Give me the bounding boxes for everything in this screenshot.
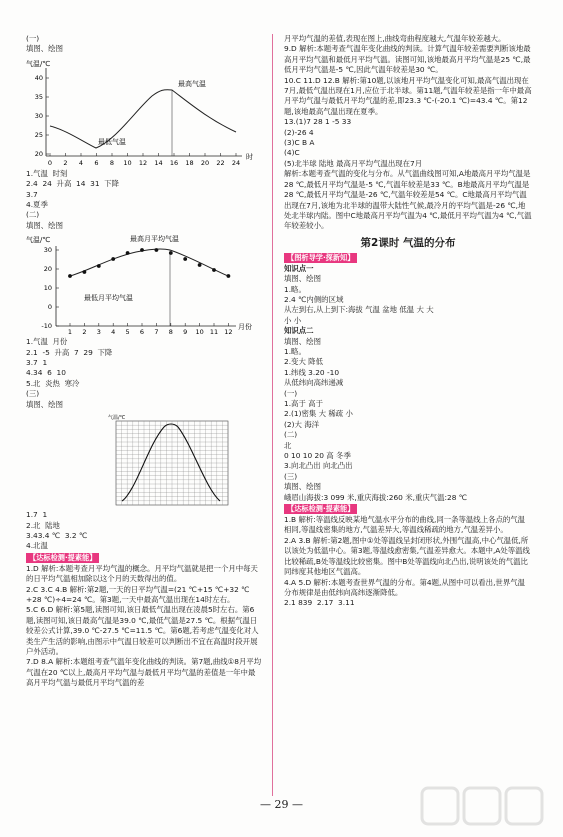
x-tick-label: 11 xyxy=(209,328,219,337)
y-tick-label: 20 xyxy=(34,149,43,158)
part3-head: (三) xyxy=(26,389,40,399)
explanation-paragraph: 1.B 解析:等温线反映某地气温水平分布的曲线,同一条等温线上各点的气温相同,等温线密集的地方,气温差异大,等温线稀疏的地方,气温差异小。 xyxy=(284,515,526,535)
monthly-point xyxy=(83,270,87,274)
check-section-head-left: 【达标检测·提素能】 xyxy=(26,553,99,563)
check-section-head-right: 【达标检测·提素能】 xyxy=(284,504,357,514)
monthly-temperature-chart xyxy=(26,232,258,336)
k2-title: 知识点二 xyxy=(284,326,314,336)
explanation-paragraph: 解析:本题考查气温的变化与分布。从气温曲线图可知,A地最高月平均气温是28 ℃,最低月平均气温是-5 ℃,气温年较差是33 ℃。B地最高月平均气温是28 ℃,最低月平均气温是-26 ℃,气温年较差是54 ℃。C地最高月平均气温出现在7月,该地为北半球的温带大陆性气候,最冷月的平均气温是-26 ℃,地处北半球内陆。图中C地最高月平均气温为4 ℃,最低月平均气温为4 ℃,气温年较差较小。 xyxy=(284,169,532,231)
part1-fill: 填图、绘图 xyxy=(26,44,63,54)
answer-line: 2.变大 降低 xyxy=(284,357,323,367)
x-tick-label: 7 xyxy=(154,328,159,337)
explanation-paragraph: 4.A 5.D 解析:本题考查世界气温的分布。第4题,从图中可以看出,世界气温分布规律是由低纬向高纬逐渐降低。 xyxy=(284,577,525,597)
monthly-point xyxy=(212,268,216,272)
x-tick-label: 12 xyxy=(224,328,233,337)
answer-line: 0 10 10 20 高 冬季 xyxy=(284,451,351,461)
answer-line: 填图、绘图 xyxy=(284,482,321,492)
column-divider xyxy=(272,34,273,796)
explanation-paragraph: (2)-26 4 xyxy=(284,127,314,137)
answer-line: 2.4 24 升高 14 31 下降 xyxy=(26,179,120,189)
x-tick-label: 1 xyxy=(67,328,73,337)
k1-title: 知识点一 xyxy=(284,263,314,273)
grid-temperature-chart xyxy=(26,411,258,509)
chart2-min-label: 最低月平均气温 xyxy=(84,294,133,303)
answer-line: 2.1 -5 升高 7 29 下降 xyxy=(26,347,113,357)
chart1-max-label: 最高气温 xyxy=(178,79,206,88)
right-top-explanations xyxy=(284,34,532,232)
part-three-lines xyxy=(284,482,532,503)
answer-line: 小 小 xyxy=(284,315,302,325)
answer-line: 2.北 陆地 xyxy=(26,520,60,530)
explanation-paragraph: 5.C 6.D 解析:第5题,读图可知,该日最低气温出现在凌晨5时左右。第6题,读图可知,该日最高气温是39.0 ℃,最低气温是27.5 ℃。根据气温日较差公式计算,39.0 ℃-27.5 ℃=11.5 ℃。第6题,若考虑气温变化对人类生产生活的影响,由图示中气温日较差可以判断出不宜在高温时段开展户外活动。 xyxy=(26,605,259,656)
answer-line: 1.高于 高于 xyxy=(284,399,323,408)
right-column xyxy=(284,34,532,609)
page-number: — 29 — xyxy=(260,798,303,811)
k1-fill: 填图、绘图 xyxy=(284,274,321,284)
last-answer-line: 2.1 839 2.17 3.11 xyxy=(284,598,355,608)
x-tick-label: 12 xyxy=(138,158,148,167)
answer-line: 1.气温 时刻 xyxy=(26,168,68,178)
y-tick-label: 30 xyxy=(43,246,52,255)
x-tick-label: 16 xyxy=(169,158,179,167)
answer-line: 5.北 炎热 寒冷 xyxy=(26,378,80,388)
y-tick-label: 35 xyxy=(34,92,43,101)
x-tick-label: 4 xyxy=(78,158,84,167)
x-tick-label: 18 xyxy=(185,158,194,167)
y-tick-label: 10 xyxy=(43,284,52,293)
answer-line: 3.向北凸出 向北凸出 xyxy=(284,461,353,471)
answer-line: 从左到右,从上到下:海拔 气温 盆地 低温 大 大 xyxy=(284,305,434,315)
x-tick-label: 14 xyxy=(154,158,163,167)
answer-line: 2.4 ℃内侧的区域 xyxy=(284,294,344,304)
monthly-point xyxy=(198,263,202,267)
explanation-paragraph: 月平均气温的差值,表现在图上,曲线弯曲程度越大,气温年较差越大。 xyxy=(284,34,506,43)
answer-line: 3.43.4 ℃ 3.2 ℃ xyxy=(26,530,88,540)
left-explanations xyxy=(26,564,262,689)
x-tick-label: 9 xyxy=(183,328,188,337)
monthly-point xyxy=(68,274,72,278)
monthly-point xyxy=(111,257,115,261)
guide-section-head: 【图析导学·探新知】 xyxy=(284,253,357,263)
chart2-ylabel: 气温/℃ xyxy=(26,236,51,245)
x-tick-label: 10 xyxy=(123,158,132,167)
monthly-point xyxy=(155,248,159,252)
explanation-paragraph: 9.D 解析:本题考查气温年变化曲线的判读。计算气温年较差需要判断该地最高月平均气温和最低月平均气温。读图可知,该地最高月平均气温是25 ℃,最低月平均气温是-5 ℃,因此气温年较差是30 ℃。 xyxy=(284,44,531,75)
answer-line: 4.北温 xyxy=(26,541,48,551)
answer-line: 1.纬线 3.20 -10 xyxy=(284,367,340,377)
part-one-lines xyxy=(284,399,532,430)
chart1-min-label: 最低气温 xyxy=(98,137,126,146)
x-tick-label: 10 xyxy=(195,328,204,337)
monthly-point xyxy=(183,257,187,261)
part3-fill: 填图、绘图 xyxy=(26,399,63,409)
chart2-xlabel: 月份 xyxy=(238,323,252,332)
x-tick-label: 24 xyxy=(231,158,241,167)
monthly-point xyxy=(140,248,144,252)
chart2-max-label: 最高月平均气温 xyxy=(130,235,179,244)
monthly-point xyxy=(169,251,173,255)
part-two-head: (二) xyxy=(284,430,298,440)
answer-line: 北 xyxy=(284,440,292,450)
x-tick-label: 2 xyxy=(82,328,87,337)
part3-answers xyxy=(26,510,262,552)
answer-line: (2)大 海洋 xyxy=(284,419,319,429)
answer-line: 3.7 xyxy=(26,189,38,199)
x-tick-label: 2 xyxy=(63,158,68,167)
x-tick-label: 8 xyxy=(168,328,173,337)
part1-head: (一) xyxy=(26,34,40,43)
x-tick-label: 6 xyxy=(139,328,145,337)
part2-answers xyxy=(26,337,262,389)
explanation-paragraph: 10.C 11.D 12.B 解析:第10题,以该地月平均气温变化可知,最高气温出现在7月,最低气温出现在1月,应位于北半球。第11题,气温年较差是指一年中最高月平均气温与最低月平均气温的差,即23.3 ℃-(-20.1 ℃)=43.4 ℃。第12题,该地最高气温出现在夏季。 xyxy=(284,75,532,116)
x-tick-label: 20 xyxy=(200,158,210,167)
answer-line: 1.气温 月份 xyxy=(26,337,68,347)
y-tick-label: -10 xyxy=(41,322,52,331)
part1-answers xyxy=(26,169,262,211)
y-tick-label: 40 xyxy=(34,73,43,82)
explanation-paragraph: 1.D 解析:本题考查月平均气温的概念。月平均气温就是把一个月中每天的日平均气温相加除以这个月的天数得出的值。 xyxy=(26,563,258,584)
daily-temperature-chart xyxy=(26,56,256,168)
explanation-paragraph: (4)C xyxy=(284,148,300,158)
part2-fill: 填图、绘图 xyxy=(26,220,63,230)
x-tick-label: 5 xyxy=(125,328,130,337)
answer-line: 4.夏季 xyxy=(26,200,48,210)
y-tick-label: 20 xyxy=(43,265,52,274)
explanation-paragraph: (3)C B A xyxy=(284,138,315,148)
explanation-paragraph: 7.D 8.A 解析:本题组考查气温年变化曲线的判读。第7题,曲线①8月平均气温在20 ℃以上,最高月平均气温与最低月平均气温的差值是一年中最高月平均气温与最低月平均气温的差 xyxy=(26,657,262,688)
x-tick-label: 22 xyxy=(216,158,225,167)
explanation-paragraph: 13.(1)7 28 1 -5 33 xyxy=(284,117,352,127)
right-bottom-explanations xyxy=(284,515,532,598)
x-tick-label: 8 xyxy=(109,158,115,167)
chart1-xlabel: 时 xyxy=(246,152,253,161)
monthly-point xyxy=(97,264,101,268)
part2-head: (二) xyxy=(26,210,40,220)
y-tick-label: 30 xyxy=(34,111,43,120)
x-tick-label: 0 xyxy=(47,158,53,167)
part-one-head: (一) xyxy=(284,388,298,398)
k2-fill: 填图、绘图 xyxy=(284,336,321,346)
explanation-paragraph: 2.C 3.C 4.B 解析:第2题,一天的日平均气温=(21 ℃+15 ℃+32 ℃+28 ℃)÷4=24 ℃。第3题,一天中最高气温出现在14时左右。 xyxy=(26,584,250,604)
lesson-title: 第2课时 气温的分布 xyxy=(360,236,456,249)
chart1-ylabel: 气温/℃ xyxy=(26,59,51,68)
explanation-paragraph: 2.A 3.B 解析:第2题,图中①处等温线呈封闭形状,外围气温高,中心气温低,所以该处为低温中心。第3题,等温线愈密集,气温差异愈大。本题中,A处等温线比较稀疏,B处等温线比较密集。图中B处等温线向北凸出,说明该处的气温比同纬度其他地区气温高。 xyxy=(284,535,530,577)
answer-line: 3.7 1 xyxy=(26,358,48,368)
monthly-point xyxy=(126,251,130,255)
y-tick-label: 25 xyxy=(34,130,43,139)
answer-line: 2.(1)密集 大 稀疏 小 xyxy=(284,409,353,419)
x-tick-label: 6 xyxy=(94,158,99,167)
x-tick-label: 3 xyxy=(96,328,101,337)
answer-line: 峨眉山海拔:3 099 米,重庆海拔:260 米,重庆气温:28 ℃ xyxy=(284,492,468,502)
x-tick-label: 4 xyxy=(111,328,116,337)
k1-lines xyxy=(284,285,532,327)
answer-line: 1.7 1 xyxy=(26,510,48,520)
answer-line: 1.略。 xyxy=(284,284,306,294)
answer-line: 从低纬向高纬递减 xyxy=(284,378,344,388)
answer-line: 1.略。 xyxy=(284,346,306,356)
left-column xyxy=(26,34,262,689)
chart3-ylabel: 气温/℃ xyxy=(108,415,126,422)
y-tick-label: 0 xyxy=(47,303,52,312)
answer-line: 4.34 6 10 xyxy=(26,368,66,378)
explanation-paragraph: (5)北半球 陆地 最高月平均气温出现在7月 xyxy=(284,158,423,168)
k2-lines xyxy=(284,347,532,389)
monthly-point xyxy=(227,274,231,278)
part-three-head: (三) xyxy=(284,471,298,481)
part-two-lines xyxy=(284,441,532,472)
